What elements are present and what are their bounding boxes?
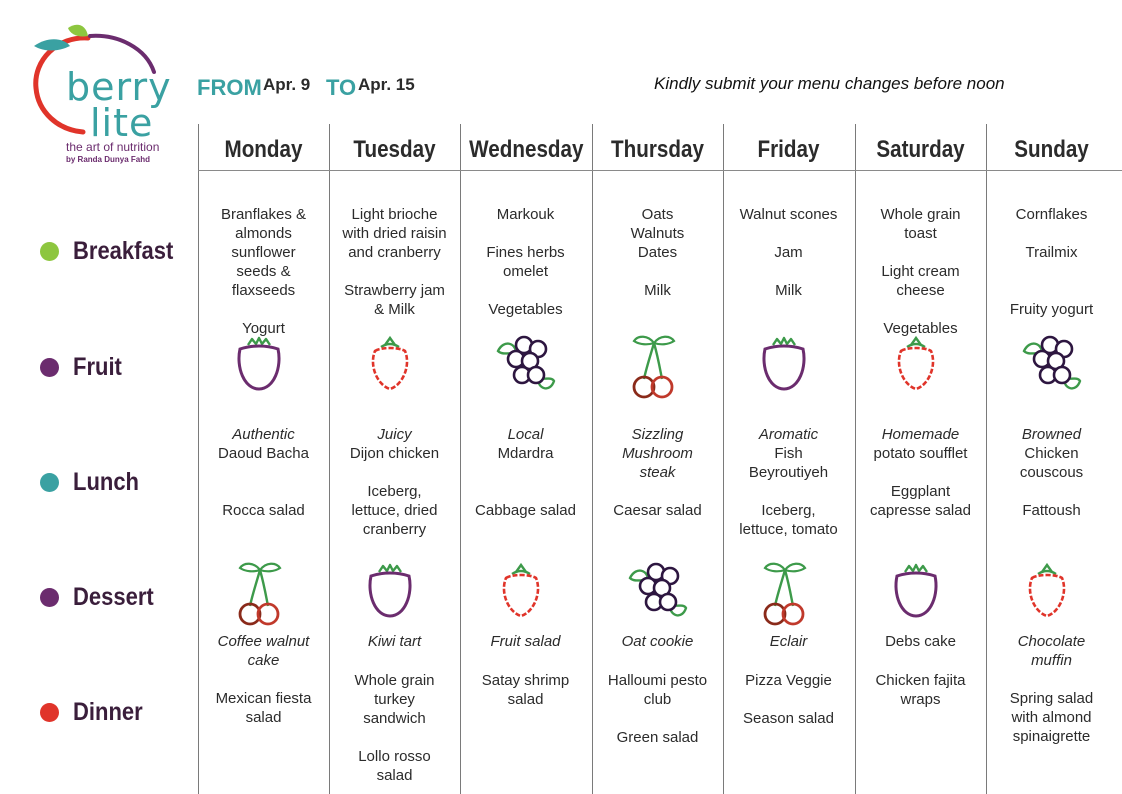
grapes-icon: [494, 333, 560, 402]
cell-line: Green salad: [616, 729, 699, 746]
grapes-icon: [626, 560, 692, 629]
breakfast-cell-sunday: [986, 205, 1117, 319]
cell-line: Milk: [775, 282, 802, 299]
cell-line: Strawberry jam: [344, 282, 445, 299]
cell-line: Markouk: [496, 206, 555, 223]
cell-line: salad: [245, 709, 282, 726]
cell-line: & Milk: [374, 301, 415, 318]
day-header-thursday: Thursday: [611, 136, 704, 163]
dessert-cell-thursday: [592, 632, 723, 651]
strawberry-icon: [1020, 560, 1074, 627]
to-date: Apr. 15: [358, 75, 415, 94]
cell-line: [329, 262, 460, 281]
cell-line: [592, 262, 723, 281]
lunch-cell-saturday: [855, 425, 986, 520]
cell-line: [460, 224, 591, 243]
cell-line: [592, 709, 723, 728]
dinner-cell-friday: [723, 671, 854, 728]
cell-line: Pizza Veggie: [745, 672, 832, 689]
logo-byline: by Randa Dunya Fahd: [66, 155, 151, 164]
cell-line: couscous: [1019, 464, 1084, 481]
cell-line: Mushroom: [622, 445, 693, 462]
cell-line: [329, 463, 460, 482]
cell-line: Aromatic: [758, 426, 819, 443]
cell-line: Whole grain: [880, 206, 961, 223]
plum-icon: [232, 333, 286, 400]
cell-line: Iceberg,: [761, 502, 816, 519]
cell-line: [198, 482, 329, 501]
breakfast-cell-wednesday: [460, 205, 591, 319]
fruit-dot-icon: [40, 358, 59, 377]
plum-icon: [889, 560, 943, 627]
notice-text: Kindly submit your menu changes before noon: [654, 74, 1005, 93]
cell-line: [855, 300, 986, 319]
cell-line: Fines herbs: [486, 244, 565, 261]
cell-line: Oats: [641, 206, 674, 223]
cell-line: Fruity yogurt: [1009, 301, 1094, 318]
day-header-saturday: Saturday: [876, 136, 965, 163]
brand-logo: [28, 20, 198, 170]
from-date: Apr. 9: [263, 75, 311, 94]
cell-line: Trailmix: [1025, 244, 1078, 261]
plum-icon: [757, 333, 811, 400]
cell-line: [855, 463, 986, 482]
cell-line: wraps: [900, 691, 941, 708]
cell-line: Sizzling: [631, 426, 684, 443]
cell-line: Coffee walnut: [217, 633, 310, 650]
cell-line: Branflakes &: [220, 206, 307, 223]
lunch-cell-monday: [198, 425, 329, 520]
from-label: FROM: [197, 75, 262, 100]
cell-line: Milk: [644, 282, 671, 299]
day-header-wednesday: Wednesday: [469, 136, 584, 163]
cherry-icon: [626, 333, 680, 404]
cell-line: [986, 281, 1117, 300]
row-label-dessert: Dessert: [40, 582, 165, 612]
cell-line: Halloumi pesto: [607, 672, 708, 689]
dinner-cell-saturday: [855, 671, 986, 709]
dinner-cell-sunday: [986, 689, 1117, 746]
cell-line: [460, 482, 591, 501]
cell-line: with dried raisin: [342, 225, 447, 242]
strawberry-icon: [889, 333, 943, 400]
cell-line: Chocolate: [1017, 633, 1086, 650]
breakfast-cell-monday: [198, 205, 329, 338]
cell-line: Season salad: [743, 710, 834, 727]
cell-line: Daoud Bacha: [218, 445, 309, 462]
cell-line: [198, 463, 329, 482]
to-label: TO: [326, 75, 357, 100]
cell-line: Vegetables: [488, 301, 563, 318]
cell-line: Chicken: [1024, 445, 1079, 462]
cell-line: [460, 281, 591, 300]
cell-line: [986, 482, 1117, 501]
cell-line: Whole grain: [354, 672, 435, 689]
cell-line: Browned: [1021, 426, 1082, 443]
cell-line: cheese: [896, 282, 945, 299]
cell-line: Walnuts: [630, 225, 685, 242]
plum-icon: [363, 560, 417, 627]
cell-line: [855, 243, 986, 262]
day-header-monday: Monday: [224, 136, 303, 163]
cell-line: steak: [639, 464, 676, 481]
lunch-cell-thursday: [592, 425, 723, 520]
cell-line: cake: [247, 652, 280, 669]
cell-line: Jam: [774, 244, 803, 261]
cell-line: Mexican fiesta: [215, 690, 312, 707]
cell-line: Light brioche: [351, 206, 438, 223]
cell-line: with almond: [1011, 709, 1092, 726]
cell-line: Oat cookie: [621, 633, 694, 650]
cell-line: [986, 224, 1117, 243]
cell-line: and cranberry: [348, 244, 441, 261]
cell-line: omelet: [502, 263, 549, 280]
cell-line: [986, 262, 1117, 281]
cell-line: Mdardra: [497, 445, 554, 462]
dinner-dot-icon: [40, 703, 59, 722]
dessert-cell-friday: [723, 632, 854, 651]
row-label-lunch: Lunch: [40, 467, 148, 497]
cell-line: Authentic: [232, 426, 295, 443]
cell-line: Spring salad: [1009, 690, 1094, 707]
cell-line: Fattoush: [1022, 502, 1081, 519]
header-divider: [198, 170, 1122, 171]
cell-line: spinaigrette: [1012, 728, 1091, 745]
cell-line: cranberry: [362, 521, 427, 538]
cell-line: sandwich: [363, 710, 426, 727]
row-label-fruit: Fruit: [40, 352, 129, 382]
dinner-cell-monday: [198, 689, 329, 727]
cell-line: Homemade: [881, 426, 960, 443]
lunch-cell-friday: [723, 425, 854, 539]
cell-line: Walnut scones: [739, 206, 838, 223]
cell-line: almonds: [235, 225, 292, 242]
lunch-cell-wednesday: [460, 425, 591, 520]
cell-line: Lollo rosso: [358, 748, 431, 765]
dessert-cell-sunday: [986, 632, 1117, 670]
cell-line: Vegetables: [883, 320, 958, 337]
cell-line: [329, 728, 460, 747]
cell-line: Local: [507, 426, 544, 443]
cell-line: Iceberg,: [367, 483, 422, 500]
dessert-cell-tuesday: [329, 632, 460, 651]
cell-line: lettuce, dried: [351, 502, 438, 519]
cell-line: [460, 463, 591, 482]
breakfast-dot-icon: [40, 242, 59, 261]
day-header-tuesday: Tuesday: [353, 136, 436, 163]
breakfast-cell-tuesday: [329, 205, 460, 319]
cell-line: Eclair: [769, 633, 808, 650]
dessert-dot-icon: [40, 588, 59, 607]
cell-line: potato soufflet: [873, 445, 968, 462]
cherry-icon: [232, 560, 286, 631]
dessert-cell-wednesday: [460, 632, 591, 651]
cell-line: seeds &: [236, 263, 291, 280]
cell-line: Rocca salad: [222, 502, 305, 519]
cell-line: [592, 482, 723, 501]
cell-line: Cabbage salad: [475, 502, 576, 519]
cell-line: Yogurt: [242, 320, 285, 337]
cell-line: [198, 300, 329, 319]
cell-line: [723, 224, 854, 243]
cell-line: Chicken fajita: [875, 672, 966, 689]
cell-line: turkey: [374, 691, 415, 708]
cell-line: toast: [904, 225, 937, 242]
cell-line: flaxseeds: [231, 282, 296, 299]
cell-line: Dates: [637, 244, 678, 261]
strawberry-icon: [363, 333, 417, 400]
cell-line: [723, 262, 854, 281]
logo-word-lite: lite: [90, 101, 154, 145]
cell-line: Juicy: [377, 426, 412, 443]
dessert-cell-saturday: [855, 632, 986, 651]
cell-line: lettuce, tomato: [739, 521, 838, 538]
cell-line: Satay shrimp: [481, 672, 570, 689]
cell-line: capresse salad: [870, 502, 971, 519]
cell-line: muffin: [1031, 652, 1072, 669]
row-label-breakfast: Breakfast: [40, 236, 187, 266]
dinner-cell-wednesday: [460, 671, 591, 709]
cell-line: Kiwi tart: [367, 633, 422, 650]
cell-line: [723, 690, 854, 709]
lunch-dot-icon: [40, 473, 59, 492]
lunch-cell-tuesday: [329, 425, 460, 539]
strawberry-icon: [494, 560, 548, 627]
cell-line: Dijon chicken: [349, 445, 440, 462]
cell-line: Caesar salad: [613, 502, 702, 519]
day-header-sunday: Sunday: [1014, 136, 1089, 163]
row-label-dinner: Dinner: [40, 697, 152, 727]
dinner-cell-thursday: [592, 671, 723, 747]
cell-line: Cornflakes: [1015, 206, 1088, 223]
cell-line: salad: [507, 691, 544, 708]
breakfast-cell-friday: [723, 205, 854, 300]
cell-line: club: [643, 691, 672, 708]
cell-line: Fish: [774, 445, 803, 462]
lunch-cell-sunday: [986, 425, 1117, 520]
logo-tagline: the art of nutrition: [66, 140, 160, 154]
day-header-friday: Friday: [757, 136, 820, 163]
cell-line: Eggplant: [890, 483, 951, 500]
cherry-icon: [757, 560, 811, 631]
cell-line: Beyroutiyeh: [748, 464, 829, 481]
cell-line: Light cream: [881, 263, 960, 280]
breakfast-cell-saturday: [855, 205, 986, 338]
cell-line: salad: [376, 767, 413, 784]
cell-line: Fruit salad: [490, 633, 561, 650]
cell-line: sunflower: [231, 244, 296, 261]
logo-word-berry: berry: [66, 65, 172, 109]
breakfast-cell-thursday: [592, 205, 723, 300]
dessert-cell-monday: [198, 632, 329, 670]
cell-line: Debs cake: [885, 633, 956, 650]
grapes-icon: [1020, 333, 1086, 402]
cell-line: [723, 482, 854, 501]
dinner-cell-tuesday: [329, 671, 460, 785]
